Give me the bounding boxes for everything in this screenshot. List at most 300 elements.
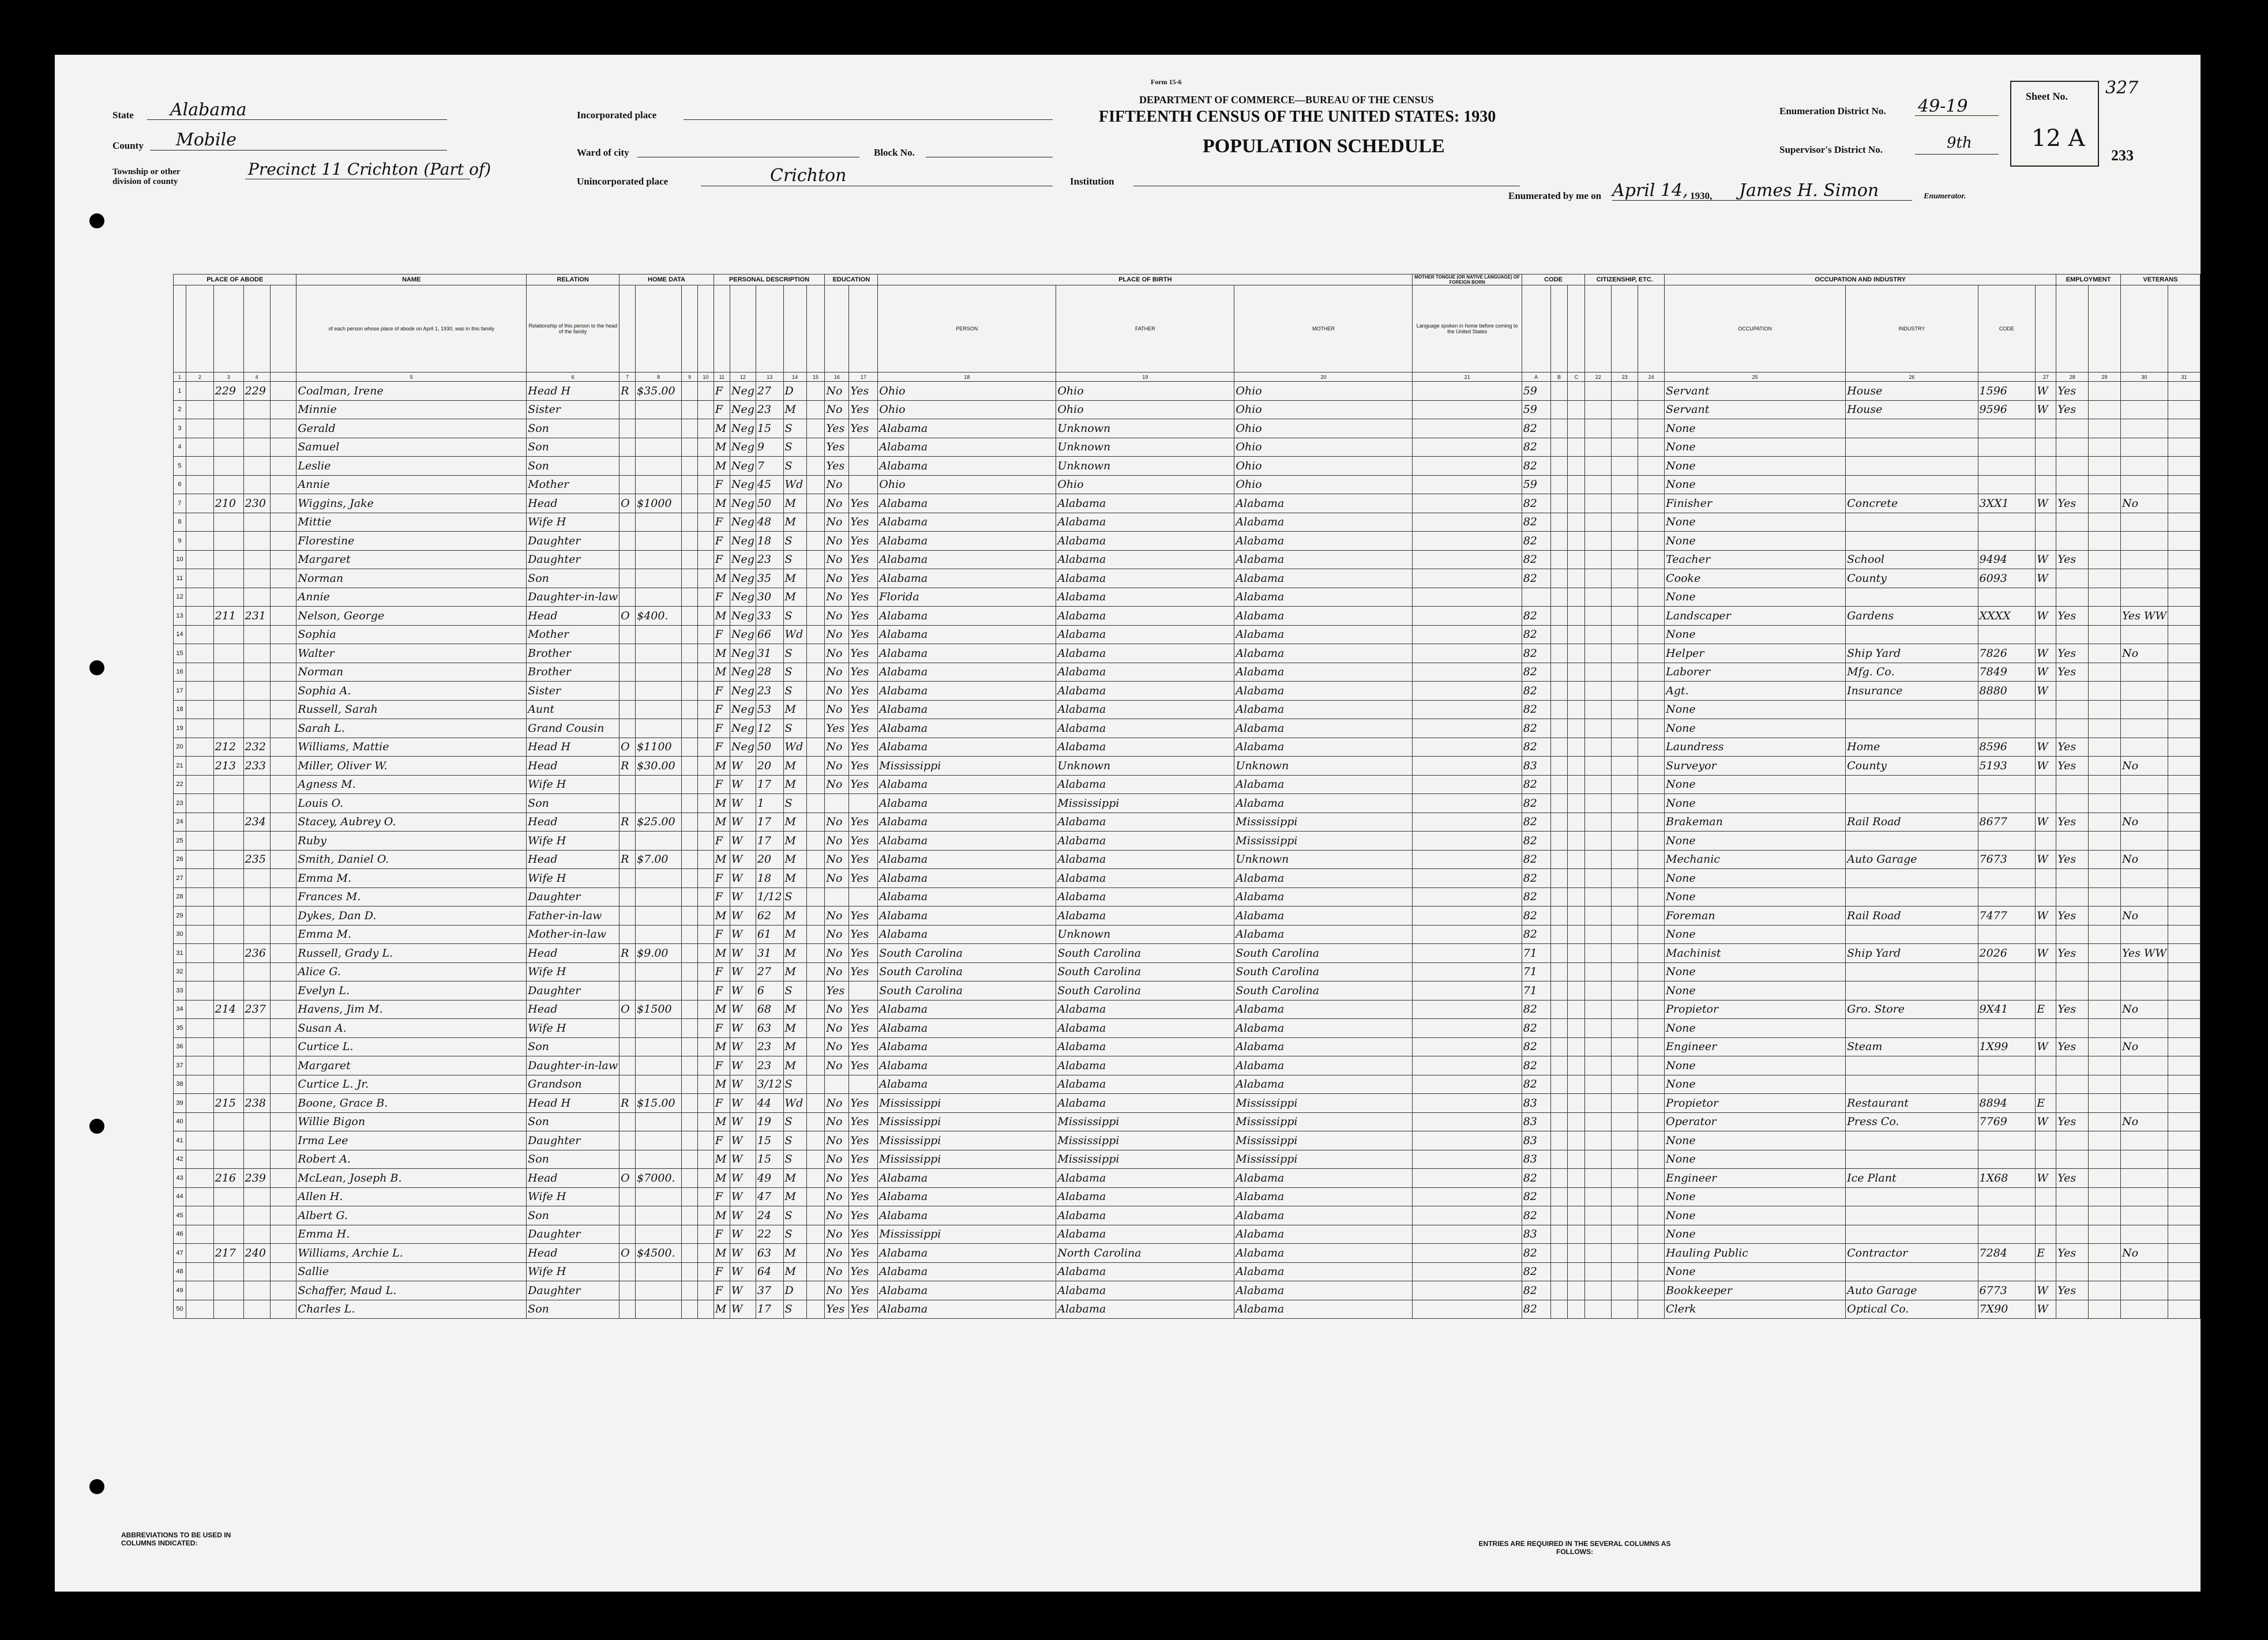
home-owned-cell xyxy=(619,682,636,701)
line-number: 20 xyxy=(174,738,186,757)
home-value-cell xyxy=(636,625,682,644)
dwelling-number-cell xyxy=(213,438,243,457)
house-cell xyxy=(186,719,213,738)
radio-cell xyxy=(682,532,698,551)
home-owned-cell xyxy=(619,663,636,682)
line-unemployment-cell xyxy=(2089,1169,2121,1188)
marital-status-cell: S xyxy=(783,1300,806,1319)
table-row xyxy=(174,1281,2201,1300)
family-number-cell xyxy=(243,1150,270,1169)
occupation-code-cell xyxy=(1978,1262,2036,1281)
birthplace-father-cell: Alabama xyxy=(1056,1000,1234,1019)
family-number-cell xyxy=(243,513,270,532)
line-unemployment-cell xyxy=(2089,775,2121,794)
class-of-worker-cell xyxy=(2036,832,2056,851)
line-unemployment-cell xyxy=(2089,738,2121,757)
age-cell: 62 xyxy=(756,906,783,926)
farm-cell xyxy=(697,438,714,457)
birthplace-mother-cell: Alabama xyxy=(1234,1187,1413,1206)
radio-cell xyxy=(682,1206,698,1225)
radio-cell xyxy=(682,1056,698,1075)
blank-cell xyxy=(270,719,296,738)
industry-cell: Rail Road xyxy=(1846,906,1978,926)
read-write-cell: Yes xyxy=(849,719,878,738)
industry-cell xyxy=(1846,887,1978,906)
code-c-cell xyxy=(1568,607,1585,626)
race-cell: W xyxy=(730,869,756,888)
family-number-cell xyxy=(243,1300,270,1319)
person-name-cell: Sarah L. xyxy=(296,719,527,738)
line-unemployment-cell xyxy=(2089,832,2121,851)
mother-tongue-cell xyxy=(1413,1056,1522,1075)
year-immigration-cell xyxy=(1585,906,1612,926)
radio-cell xyxy=(682,962,698,981)
blank-cell xyxy=(270,663,296,682)
code-b-cell xyxy=(1550,438,1568,457)
age-cell: 23 xyxy=(756,550,783,569)
line-number: 46 xyxy=(174,1225,186,1244)
race-cell: Neg xyxy=(730,738,756,757)
veteran-cell: No xyxy=(2121,906,2168,926)
dwelling-number-cell: 229 xyxy=(213,382,243,401)
marital-status-cell: M xyxy=(783,569,806,588)
home-value-cell xyxy=(636,832,682,851)
attended-school-cell: No xyxy=(825,757,849,776)
radio-cell xyxy=(682,738,698,757)
blank-cell xyxy=(270,419,296,438)
birthplace-mother-cell: Alabama xyxy=(1234,794,1413,813)
employed-cell xyxy=(2056,588,2089,607)
employed-cell xyxy=(2056,457,2089,476)
line-number: 48 xyxy=(174,1262,186,1281)
industry-cell xyxy=(1846,1075,1978,1094)
read-write-cell xyxy=(849,887,878,906)
marital-status-cell: M xyxy=(783,494,806,513)
house-cell xyxy=(186,962,213,981)
veteran-cell xyxy=(2121,1206,2168,1225)
person-name-cell: Agness M. xyxy=(296,775,527,794)
marital-status-cell: S xyxy=(783,1225,806,1244)
birthplace-mother-cell: Alabama xyxy=(1234,1169,1413,1188)
person-name-cell: Stacey, Aubrey O. xyxy=(296,813,527,832)
occupation-code-cell xyxy=(1978,419,2036,438)
table-row xyxy=(174,625,2201,644)
farm-cell xyxy=(697,794,714,813)
home-value-cell: $35.00 xyxy=(636,382,682,401)
birthplace-person-cell: Alabama xyxy=(878,925,1056,944)
family-number-cell xyxy=(243,1075,270,1094)
code-c-cell xyxy=(1568,869,1585,888)
radio-cell xyxy=(682,1094,698,1113)
birthplace-father-cell: Unknown xyxy=(1056,925,1234,944)
farm-cell xyxy=(697,1075,714,1094)
dwelling-number-cell xyxy=(213,1262,243,1281)
birthplace-person-cell: Alabama xyxy=(878,775,1056,794)
relation-cell: Daughter-in-law xyxy=(527,588,619,607)
age-cell: 19 xyxy=(756,1112,783,1131)
line-number: 29 xyxy=(174,906,186,926)
code-a-cell: 83 xyxy=(1522,1094,1550,1113)
sex-cell: F xyxy=(714,1131,730,1150)
race-cell: W xyxy=(730,1225,756,1244)
dwelling-number-cell xyxy=(213,1112,243,1131)
family-number-cell xyxy=(243,1019,270,1038)
speak-english-cell xyxy=(1638,1019,1665,1038)
year-immigration-cell xyxy=(1585,1075,1612,1094)
occupation-cell: None xyxy=(1665,1075,1846,1094)
mother-tongue-cell xyxy=(1413,1187,1522,1206)
code-b-cell xyxy=(1550,944,1568,963)
person-name-cell: Charles L. xyxy=(296,1300,527,1319)
group-employment: EMPLOYMENT xyxy=(2056,274,2121,285)
dwelling-number-cell xyxy=(213,663,243,682)
code-a-cell: 82 xyxy=(1522,832,1550,851)
age-cell: 18 xyxy=(756,869,783,888)
industry-cell xyxy=(1846,532,1978,551)
occupation-cell: None xyxy=(1665,869,1846,888)
blank-cell xyxy=(270,887,296,906)
code-c-cell xyxy=(1568,906,1585,926)
incorporated-place-label: Incorporated place xyxy=(577,110,657,121)
home-value-cell: $1100 xyxy=(636,738,682,757)
occupation-code-cell: 1596 xyxy=(1978,382,2036,401)
line-number: 37 xyxy=(174,1056,186,1075)
war-cell xyxy=(2168,1281,2200,1300)
war-cell xyxy=(2168,1037,2200,1056)
race-cell: Neg xyxy=(730,719,756,738)
table-row xyxy=(174,700,2201,719)
sex-cell: F xyxy=(714,832,730,851)
industry-cell xyxy=(1846,1056,1978,1075)
code-c-cell xyxy=(1568,513,1585,532)
home-value-cell xyxy=(636,1300,682,1319)
house-cell xyxy=(186,1037,213,1056)
war-cell xyxy=(2168,1000,2200,1019)
code-a-cell: 82 xyxy=(1522,550,1550,569)
war-cell xyxy=(2168,1225,2200,1244)
veteran-cell xyxy=(2121,887,2168,906)
house-cell xyxy=(186,438,213,457)
employed-cell: Yes xyxy=(2056,906,2089,926)
attended-school-cell: Yes xyxy=(825,1300,849,1319)
industry-cell xyxy=(1846,625,1978,644)
code-c-cell xyxy=(1568,1075,1585,1094)
code-b-cell xyxy=(1550,382,1568,401)
table-row xyxy=(174,457,2201,476)
line-unemployment-cell xyxy=(2089,475,2121,494)
age-cell: 24 xyxy=(756,1206,783,1225)
occupation-code-cell: 8894 xyxy=(1978,1094,2036,1113)
home-owned-cell xyxy=(619,1075,636,1094)
radio-cell xyxy=(682,607,698,626)
class-of-worker-cell xyxy=(2036,887,2056,906)
veteran-cell xyxy=(2121,400,2168,419)
farm-cell xyxy=(697,719,714,738)
birthplace-mother-cell: Mississippi xyxy=(1234,813,1413,832)
birthplace-father-cell: Alabama xyxy=(1056,738,1234,757)
line-unemployment-cell xyxy=(2089,1131,2121,1150)
birthplace-mother-cell: Ohio xyxy=(1234,457,1413,476)
code-c-cell xyxy=(1568,738,1585,757)
occupation-code-cell xyxy=(1978,513,2036,532)
attended-school-cell: No xyxy=(825,1056,849,1075)
birthplace-father-cell: Alabama xyxy=(1056,513,1234,532)
class-of-worker-cell xyxy=(2036,1225,2056,1244)
birthplace-mother-cell: South Carolina xyxy=(1234,944,1413,963)
home-owned-cell xyxy=(619,1112,636,1131)
attended-school-cell: No xyxy=(825,1225,849,1244)
line-unemployment-cell xyxy=(2089,757,2121,776)
birthplace-father-cell: Alabama xyxy=(1056,1037,1234,1056)
code-c-cell xyxy=(1568,550,1585,569)
code-a-cell: 82 xyxy=(1522,1187,1550,1206)
line-number: 39 xyxy=(174,1094,186,1113)
occupation-cell: Landscaper xyxy=(1665,607,1846,626)
class-of-worker-cell: W xyxy=(2036,813,2056,832)
person-name-cell: Norman xyxy=(296,569,527,588)
column-head-occupation: OCCUPATION xyxy=(1665,285,1846,373)
employed-cell xyxy=(2056,475,2089,494)
code-b-cell xyxy=(1550,682,1568,701)
sex-cell: F xyxy=(714,532,730,551)
family-number-cell xyxy=(243,794,270,813)
industry-cell xyxy=(1846,794,1978,813)
relation-cell: Son xyxy=(527,794,619,813)
age-at-marriage-cell xyxy=(806,400,825,419)
class-of-worker-cell: W xyxy=(2036,850,2056,869)
mother-tongue-cell xyxy=(1413,925,1522,944)
township-value: Precinct 11 Crichton (Part of) xyxy=(248,160,491,179)
occupation-code-cell: 9494 xyxy=(1978,550,2036,569)
birthplace-father-cell: Alabama xyxy=(1056,607,1234,626)
age-at-marriage-cell xyxy=(806,1169,825,1188)
dwelling-number-cell xyxy=(213,869,243,888)
year-immigration-cell xyxy=(1585,569,1612,588)
dwelling-number-cell: 212 xyxy=(213,738,243,757)
marital-status-cell: S xyxy=(783,419,806,438)
home-owned-cell xyxy=(619,700,636,719)
home-owned-cell xyxy=(619,475,636,494)
code-c-cell xyxy=(1568,719,1585,738)
age-cell: 23 xyxy=(756,1056,783,1075)
naturalization-cell xyxy=(1612,607,1638,626)
war-cell xyxy=(2168,850,2200,869)
home-owned-cell xyxy=(619,588,636,607)
home-value-cell xyxy=(636,663,682,682)
marital-status-cell: S xyxy=(783,457,806,476)
sex-cell: M xyxy=(714,1169,730,1188)
age-at-marriage-cell xyxy=(806,682,825,701)
sheet-number-box xyxy=(2010,81,2099,167)
dwelling-number-cell xyxy=(213,1150,243,1169)
code-b-cell xyxy=(1550,1056,1568,1075)
line-number: 10 xyxy=(174,550,186,569)
farm-cell xyxy=(697,1169,714,1188)
line-unemployment-cell xyxy=(2089,962,2121,981)
family-number-cell xyxy=(243,719,270,738)
home-owned-cell: O xyxy=(619,1000,636,1019)
veteran-cell: Yes WW xyxy=(2121,944,2168,963)
column-head-mother: MOTHER xyxy=(1234,285,1413,373)
code-b-cell xyxy=(1550,1262,1568,1281)
code-c-cell xyxy=(1568,494,1585,513)
relation-cell: Mother xyxy=(527,625,619,644)
home-value-cell xyxy=(636,400,682,419)
sex-cell: F xyxy=(714,700,730,719)
code-b-cell xyxy=(1550,869,1568,888)
group-name: NAME xyxy=(296,274,527,285)
naturalization-cell xyxy=(1612,494,1638,513)
age-cell: 63 xyxy=(756,1019,783,1038)
sex-cell: M xyxy=(714,438,730,457)
code-c-cell xyxy=(1568,813,1585,832)
line-unemployment-cell xyxy=(2089,663,2121,682)
house-cell xyxy=(186,757,213,776)
house-cell xyxy=(186,1281,213,1300)
read-write-cell: Yes xyxy=(849,1019,878,1038)
blank-cell xyxy=(270,1244,296,1263)
supervisor-district-value: 9th xyxy=(1947,134,1972,152)
group-citizenship: CITIZENSHIP, ETC. xyxy=(1585,274,1665,285)
mother-tongue-cell xyxy=(1413,738,1522,757)
sex-cell: F xyxy=(714,682,730,701)
attended-school-cell: No xyxy=(825,1262,849,1281)
table-row xyxy=(174,1262,2201,1281)
age-cell: 27 xyxy=(756,962,783,981)
industry-cell: Gardens xyxy=(1846,607,1978,626)
war-cell xyxy=(2168,532,2200,551)
read-write-cell: Yes xyxy=(849,700,878,719)
farm-cell xyxy=(697,981,714,1000)
year-immigration-cell xyxy=(1585,1225,1612,1244)
dwelling-number-cell xyxy=(213,588,243,607)
dwelling-number-cell xyxy=(213,532,243,551)
farm-cell xyxy=(697,663,714,682)
family-number-cell xyxy=(243,775,270,794)
read-write-cell: Yes xyxy=(849,494,878,513)
code-b-cell xyxy=(1550,700,1568,719)
person-name-cell: Miller, Oliver W. xyxy=(296,757,527,776)
home-value-cell xyxy=(636,532,682,551)
veteran-cell xyxy=(2121,663,2168,682)
binder-hole xyxy=(89,660,104,675)
employed-cell xyxy=(2056,625,2089,644)
code-b-cell xyxy=(1550,1187,1568,1206)
age-at-marriage-cell xyxy=(806,1150,825,1169)
read-write-cell: Yes xyxy=(849,850,878,869)
marital-status-cell: S xyxy=(783,438,806,457)
mother-tongue-cell xyxy=(1413,1075,1522,1094)
race-cell: W xyxy=(730,962,756,981)
sex-cell: M xyxy=(714,607,730,626)
attended-school-cell: No xyxy=(825,1019,849,1038)
employed-cell xyxy=(2056,1262,2089,1281)
relation-cell: Wife H xyxy=(527,513,619,532)
code-b-cell xyxy=(1550,1225,1568,1244)
occupation-cell: Agt. xyxy=(1665,682,1846,701)
dwelling-number-cell xyxy=(213,475,243,494)
occupation-cell: None xyxy=(1665,457,1846,476)
line-number: 42 xyxy=(174,1150,186,1169)
birthplace-mother-cell: Alabama xyxy=(1234,644,1413,663)
year-immigration-cell xyxy=(1585,1244,1612,1263)
home-value-cell xyxy=(636,869,682,888)
line-number: 14 xyxy=(174,625,186,644)
industry-cell xyxy=(1846,1131,1978,1150)
sex-cell: F xyxy=(714,925,730,944)
birthplace-father-cell: Alabama xyxy=(1056,1187,1234,1206)
race-cell: W xyxy=(730,1281,756,1300)
line-number: 35 xyxy=(174,1019,186,1038)
age-at-marriage-cell xyxy=(806,1206,825,1225)
age-cell: 17 xyxy=(756,1300,783,1319)
farm-cell xyxy=(697,869,714,888)
veteran-cell xyxy=(2121,775,2168,794)
birthplace-mother-cell: Alabama xyxy=(1234,1262,1413,1281)
supervisor-district-label: Supervisor's District No. xyxy=(1779,144,1883,155)
table-row xyxy=(174,400,2201,419)
house-cell xyxy=(186,906,213,926)
blank-cell xyxy=(270,813,296,832)
veteran-cell xyxy=(2121,794,2168,813)
dwelling-number-cell xyxy=(213,981,243,1000)
age-cell: 31 xyxy=(756,944,783,963)
house-cell xyxy=(186,475,213,494)
house-cell xyxy=(186,532,213,551)
veteran-cell xyxy=(2121,588,2168,607)
birthplace-mother-cell: Alabama xyxy=(1234,1019,1413,1038)
schedule-title: POPULATION SCHEDULE xyxy=(1203,136,1445,157)
veteran-cell xyxy=(2121,962,2168,981)
farm-cell xyxy=(697,1131,714,1150)
dwelling-number-cell: 210 xyxy=(213,494,243,513)
occupation-cell: None xyxy=(1665,438,1846,457)
mother-tongue-cell xyxy=(1413,569,1522,588)
attended-school-cell: No xyxy=(825,906,849,926)
marital-status-cell: S xyxy=(783,719,806,738)
veteran-cell: No xyxy=(2121,757,2168,776)
birthplace-person-cell: Mississippi xyxy=(878,1225,1056,1244)
speak-english-cell xyxy=(1638,1112,1665,1131)
attended-school-cell: No xyxy=(825,775,849,794)
birthplace-person-cell: Mississippi xyxy=(878,1112,1056,1131)
birthplace-mother-cell: Mississippi xyxy=(1234,1112,1413,1131)
group-occupation-industry: OCCUPATION AND INDUSTRY xyxy=(1665,274,2056,285)
occupation-code-cell xyxy=(1978,1206,2036,1225)
veteran-cell xyxy=(2121,1281,2168,1300)
code-c-cell xyxy=(1568,1206,1585,1225)
dwelling-number-cell xyxy=(213,906,243,926)
marital-status-cell: M xyxy=(783,1262,806,1281)
industry-cell: Press Co. xyxy=(1846,1112,1978,1131)
naturalization-cell xyxy=(1612,700,1638,719)
code-a-cell: 82 xyxy=(1522,438,1550,457)
birthplace-mother-cell: Alabama xyxy=(1234,1037,1413,1056)
blank-cell xyxy=(270,1262,296,1281)
binder-hole xyxy=(89,1479,104,1494)
home-value-cell: $30.00 xyxy=(636,757,682,776)
class-of-worker-cell xyxy=(2036,1262,2056,1281)
birthplace-father-cell: Unknown xyxy=(1056,457,1234,476)
group-home-data: HOME DATA xyxy=(619,274,714,285)
birthplace-father-cell: Mississippi xyxy=(1056,1150,1234,1169)
speak-english-cell xyxy=(1638,757,1665,776)
code-c-cell xyxy=(1568,1056,1585,1075)
war-cell xyxy=(2168,944,2200,963)
table-row xyxy=(174,1037,2201,1056)
table-row xyxy=(174,1000,2201,1019)
occupation-cell: None xyxy=(1665,625,1846,644)
